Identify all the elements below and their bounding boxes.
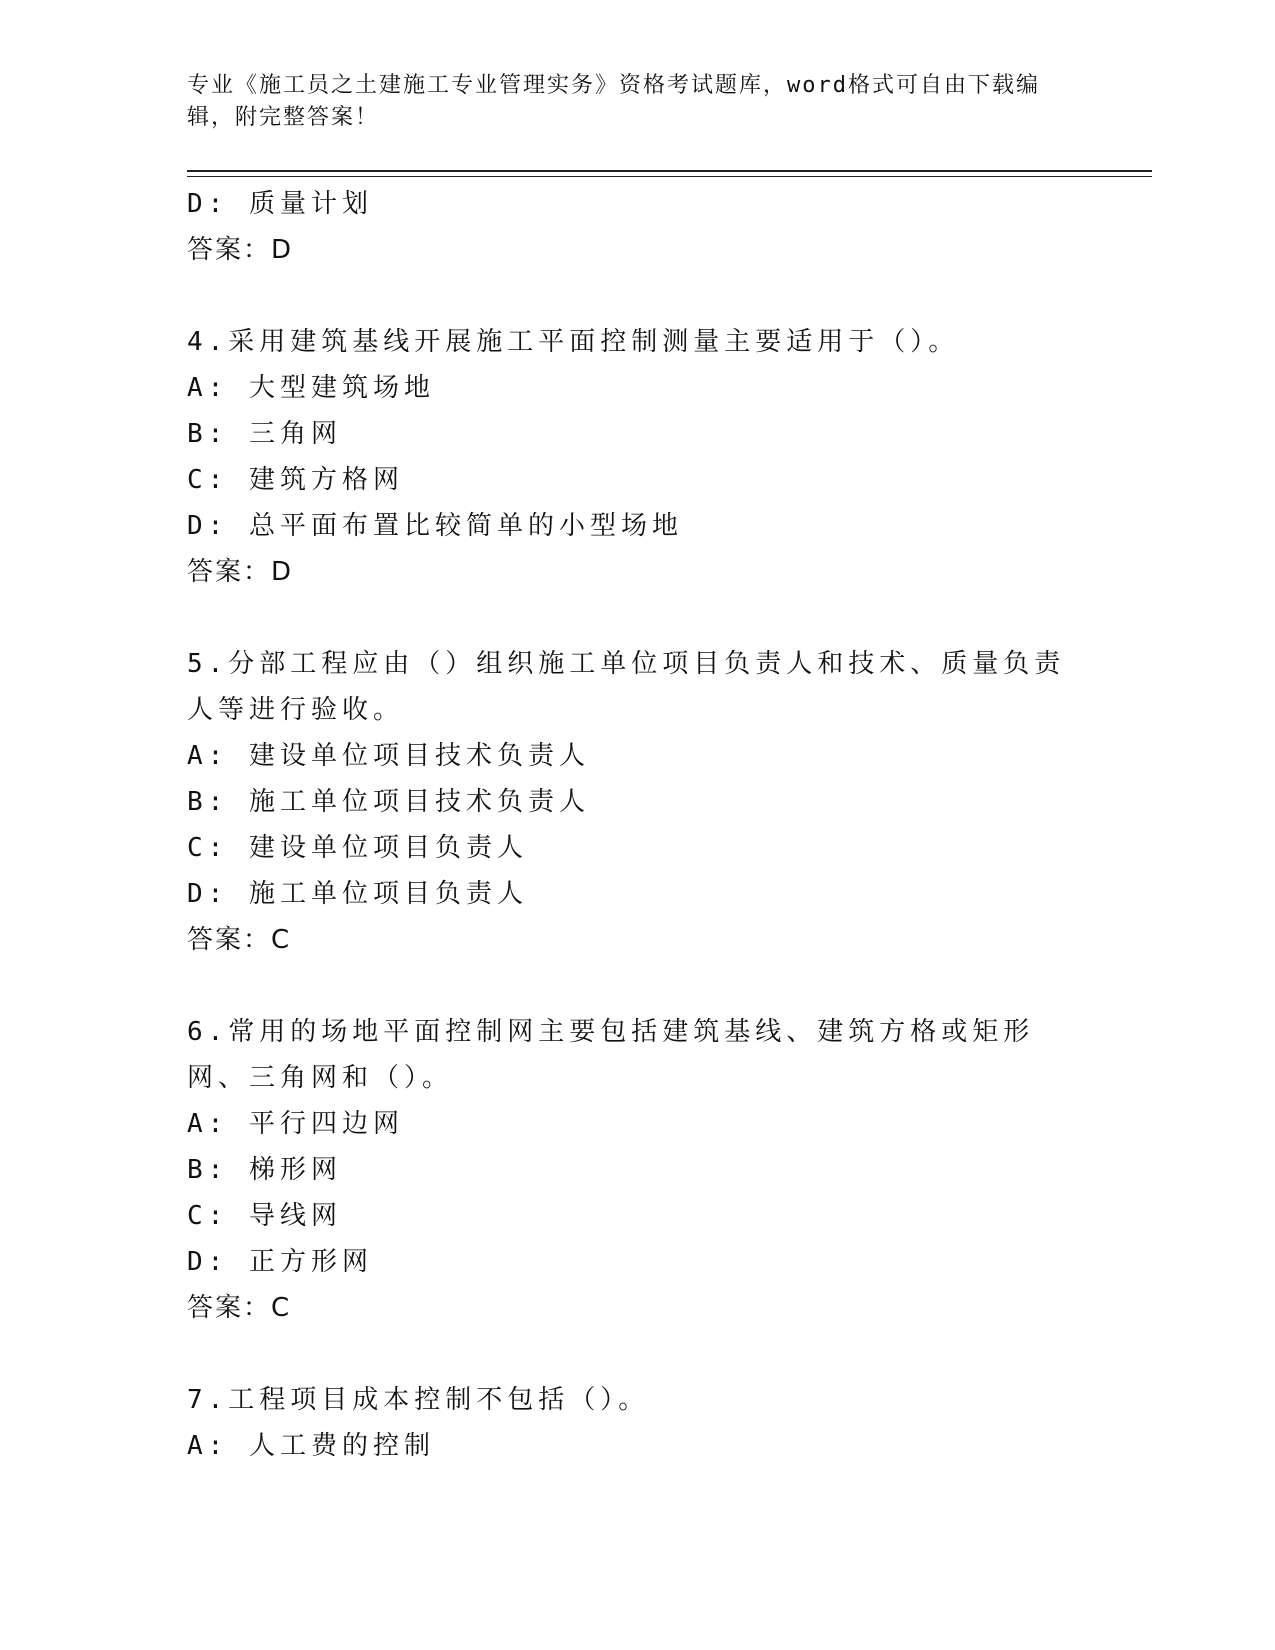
option-a: A: 人工费的控制: [187, 1431, 435, 1461]
carryover-answer: 答案：D: [187, 235, 294, 265]
option-c: C: 导线网: [187, 1201, 342, 1231]
option-c: C: 建筑方格网: [187, 465, 404, 495]
question-stem: 5.分部工程应由（）组织施工单位项目负责人和技术、质量负责人等进行验收。: [187, 649, 1066, 725]
answer: 答案：C: [187, 925, 292, 955]
option-b: B: 三角网: [187, 419, 342, 449]
option-b: B: 施工单位项目技术负责人: [187, 787, 590, 817]
question-7: [187, 1377, 1157, 1469]
option-b: B: 梯形网: [187, 1155, 342, 1185]
document-page: [187, 70, 1157, 1469]
question-6: [187, 1009, 1157, 1331]
option-a: A: 大型建筑场地: [187, 373, 435, 403]
question-stem: 7.工程项目成本控制不包括（）。: [187, 1385, 650, 1415]
question-5: [187, 641, 1157, 963]
answer: 答案：C: [187, 1293, 292, 1323]
answer: 答案：D: [187, 557, 294, 587]
question-stem: 6.常用的场地平面控制网主要包括建筑基线、建筑方格或矩形网、三角网和（）。: [187, 1017, 1035, 1093]
option-d: D: 正方形网: [187, 1247, 373, 1277]
header-divider: [187, 170, 1152, 177]
option-d: D: 施工单位项目负责人: [187, 879, 528, 909]
option-a: A: 平行四边网: [187, 1109, 404, 1139]
question-stem: 4.采用建筑基线开展施工平面控制测量主要适用于（）。: [187, 327, 960, 357]
option-c: C: 建设单位项目负责人: [187, 833, 528, 863]
option-a: A: 建设单位项目技术负责人: [187, 741, 590, 771]
carryover-option-d: D: 质量计划: [187, 189, 373, 219]
question-4: [187, 319, 1157, 595]
document-header: 专业《施工员之土建施工专业管理实务》资格考试题库，word格式可自由下载编辑，附完整答案！: [187, 73, 1040, 130]
option-d: D: 总平面布置比较简单的小型场地: [187, 511, 683, 541]
